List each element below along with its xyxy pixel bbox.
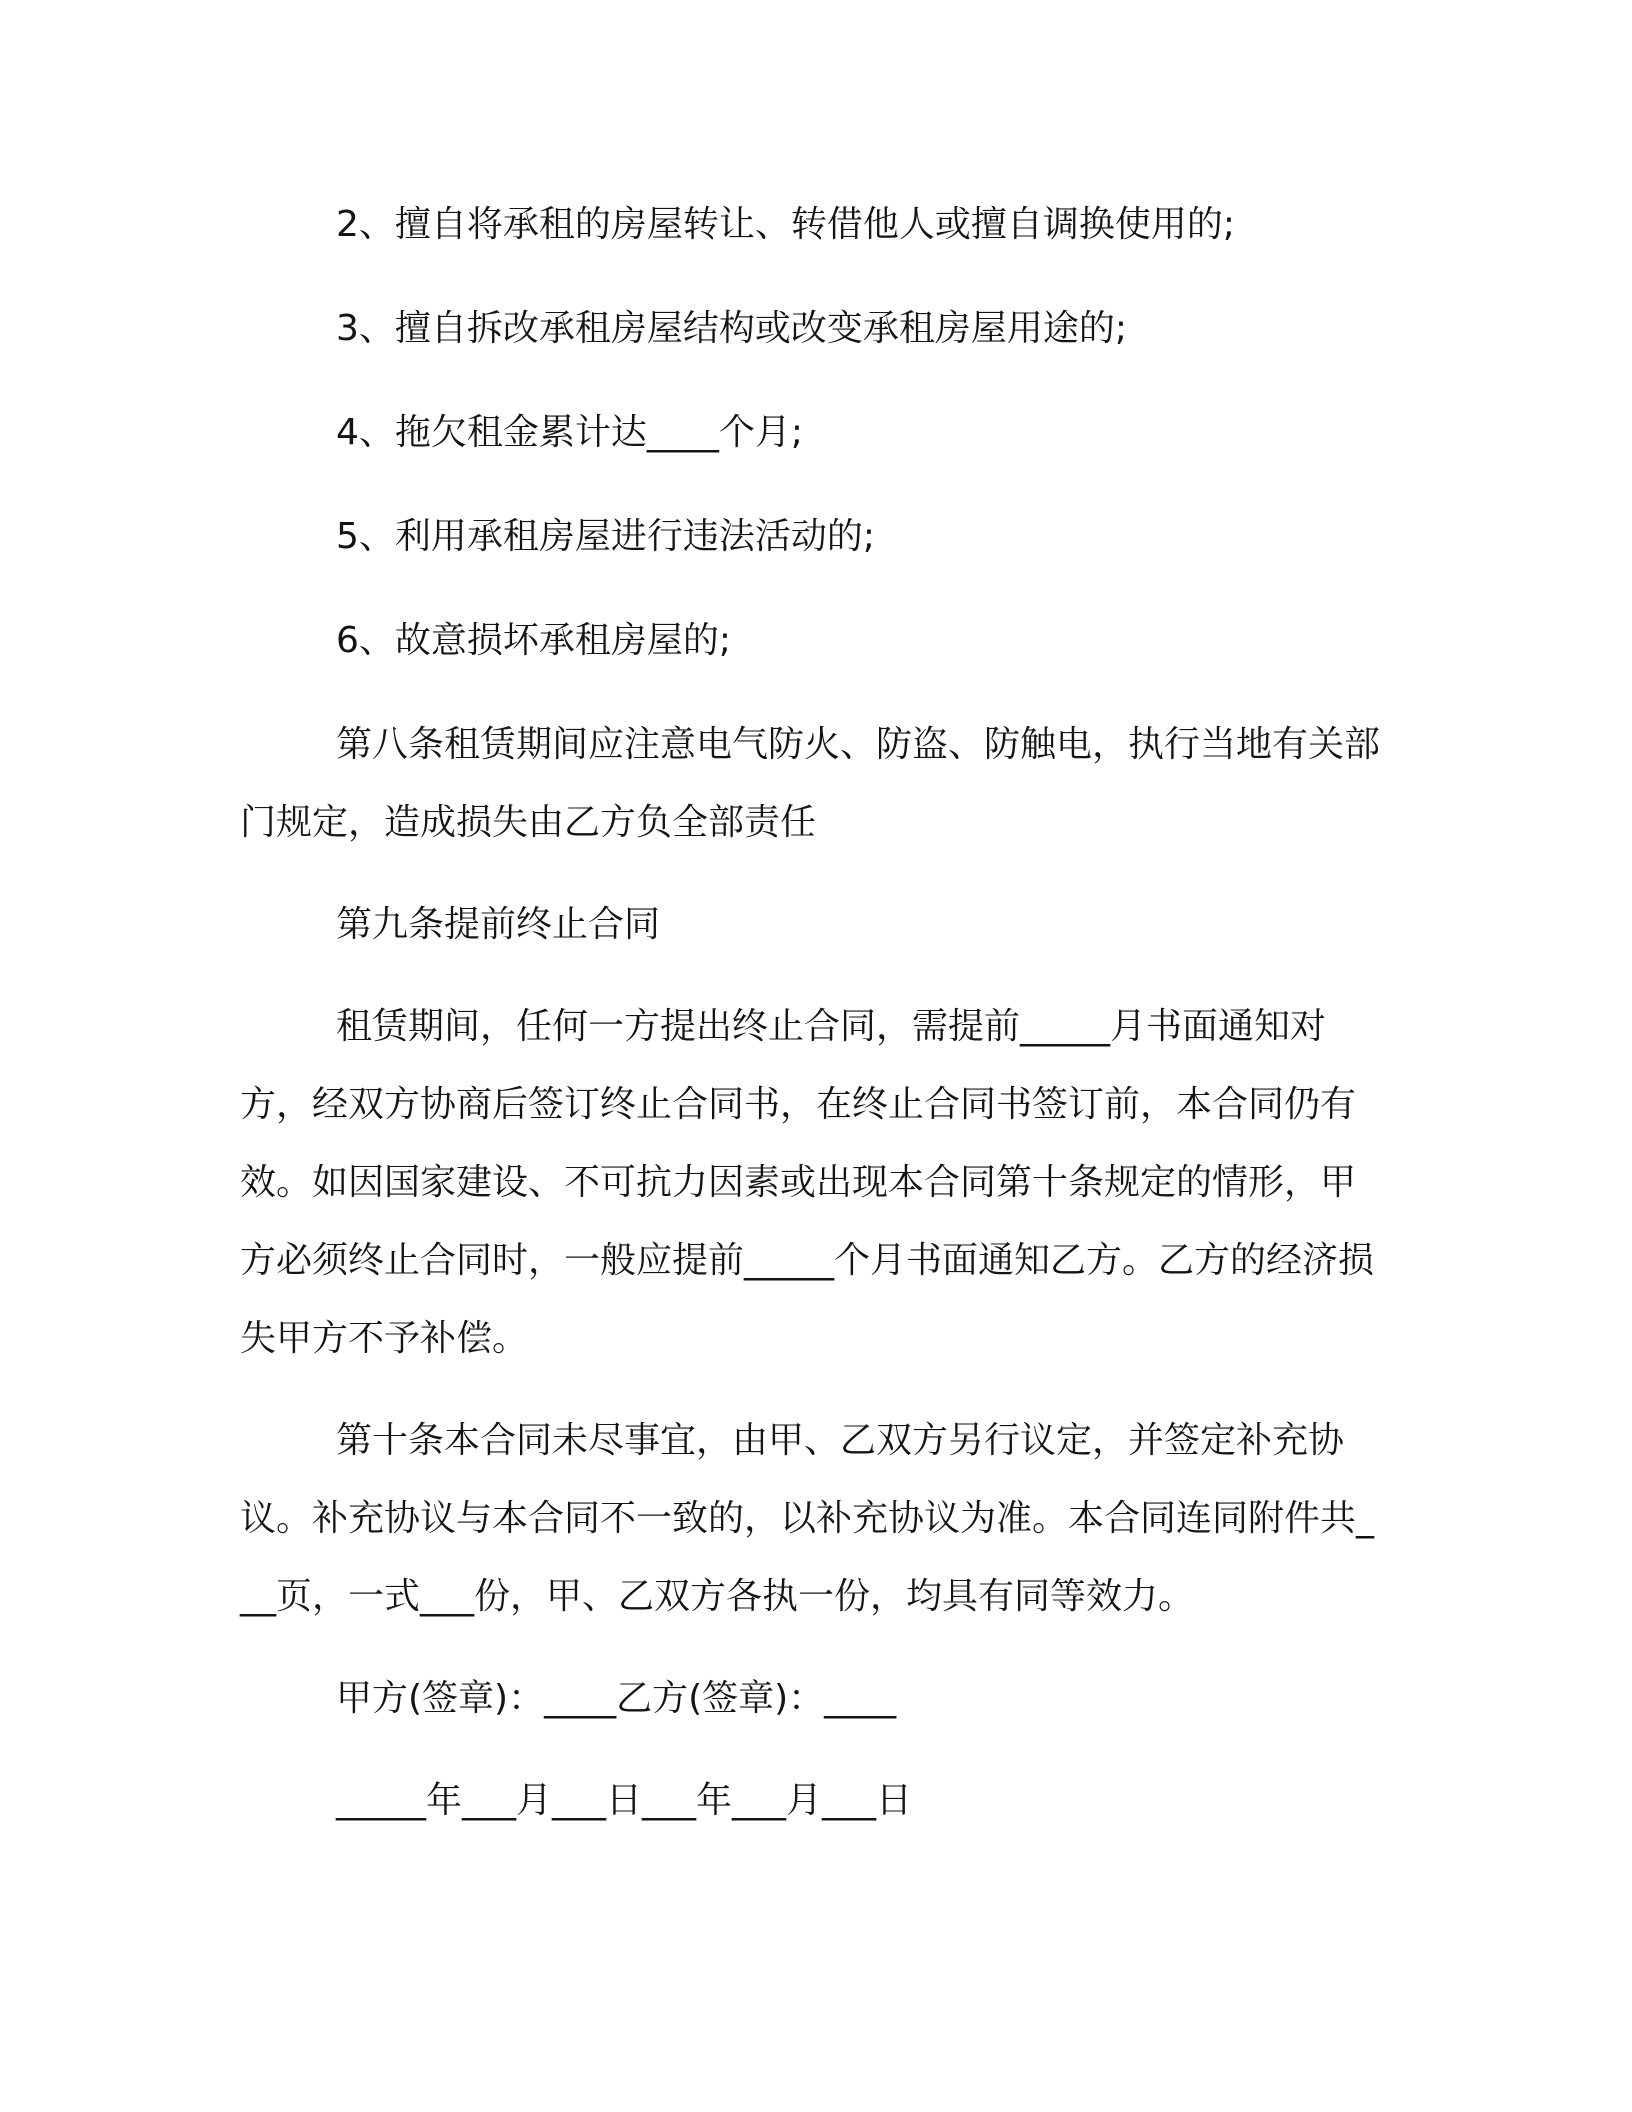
article-9-paragraph: 租赁期间，任何一方提出终止合同，需提前_____月书面通知对方，经双方协商后签订终止合同书，在终止合同书签订前，本合同仍有效。如因国家建设、不可抗力因素或出现本合同第十条规定的情形，甲方必须终止合同时，一般应提前_____个月书面通知乙方。乙方的经济损失甲方不予补偿。 (240, 1006, 1375, 1359)
signature-line: 甲方(签章)：____乙方(签章)：____ (336, 1678, 897, 1719)
article-10-paragraph: 第十条本合同未尽事宜，由甲、乙双方另行议定，并签定补充协议。补充协议与本合同不一致的，以补充协议为准。本合同连同附件共___页，一式___份，甲、乙双方各执一份，均具有同等效力。 (240, 1420, 1375, 1617)
clause-item-6: 6、故意损坏承租房屋的; (336, 620, 732, 661)
document-body (240, 186, 1386, 1840)
date-line: _____年___月___日___年___月___日 (336, 1780, 913, 1821)
clause-item-5: 5、利用承租房屋进行违法活动的; (336, 516, 876, 557)
clause-item-2: 2、擅自将承租的房屋转让、转借他人或擅自调换使用的; (336, 204, 1236, 245)
article-9-heading: 第九条提前终止合同 (336, 904, 661, 945)
clause-item-3: 3、擅自拆改承租房屋结构或改变承租房屋用途的; (336, 308, 1128, 349)
clause-item-4: 4、拖欠租金累计达____个月; (336, 412, 804, 453)
article-8-paragraph: 第八条租赁期间应注意电气防火、防盗、防触电，执行当地有关部门规定，造成损失由乙方负全部责任 (240, 724, 1381, 843)
